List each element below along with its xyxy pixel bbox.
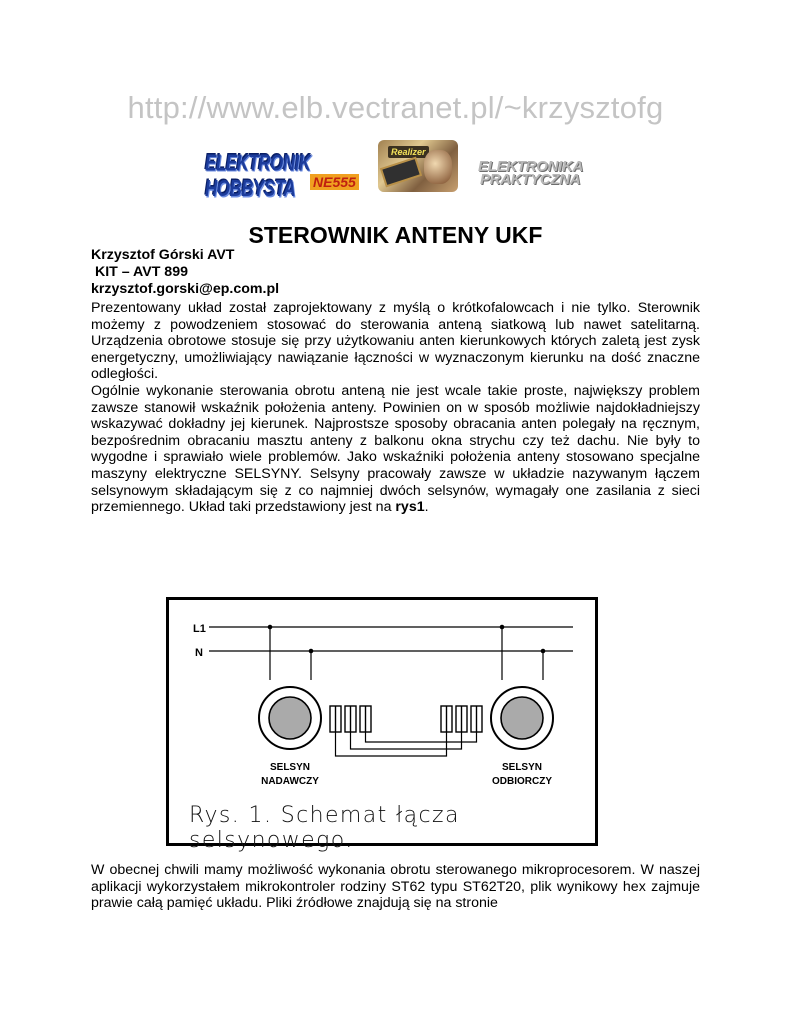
label-odbiorczy: ODBIORCZY xyxy=(492,776,552,787)
ne555-badge: NE555 xyxy=(310,174,359,190)
interconnect-wires xyxy=(336,732,477,756)
component-icon xyxy=(424,150,452,184)
selsyn-odbiorczy xyxy=(491,687,553,749)
elektronika-praktyczna-logo xyxy=(478,160,598,192)
paragraph-2-end: . xyxy=(424,499,429,516)
chip-icon xyxy=(382,159,419,185)
label-n: N xyxy=(195,647,203,659)
figure-reference: rys1 xyxy=(395,499,425,516)
logo3-line2: PRAKTYCZNA xyxy=(480,171,581,188)
label-l1: L1 xyxy=(193,623,206,635)
page-title: STEROWNIK ANTENY UKF xyxy=(248,222,543,248)
selsyn-nadawczy xyxy=(259,687,321,749)
stator-windings-right xyxy=(441,706,482,732)
author-name: Krzysztof Górski AVT xyxy=(91,247,235,263)
figure-caption: Rys. 1. Schemat łącza selsynowego. xyxy=(189,803,460,853)
logo3-line1: ELEKTRONIKA xyxy=(478,158,584,175)
label-nadawczy: NADAWCZY xyxy=(261,776,319,787)
kit-number: KIT – AVT 899 xyxy=(91,264,188,280)
author-block xyxy=(91,247,700,298)
realizer-logo xyxy=(378,140,458,192)
paragraph-2 xyxy=(91,383,700,516)
elektronik-hobbysta-text: ELEKTRONIK HOBBYSTA xyxy=(205,150,311,202)
label-selsyn-left: SELSYN xyxy=(269,762,311,773)
label-selsyn-right: SELSYN xyxy=(501,762,543,773)
elektronik-hobbysta-logo xyxy=(205,150,358,202)
paragraph-3: W obecnej chwili mamy możliwość wykonania obrotu sterowanego mikroprocesorem. W naszej aplikacji wykorzystałem mikrokontroler rodziny ST62 typu ST62T20, plik wynikowy hex zajmuje prawie całą pamięć układu. Pliki źródłowe znajdują się na stronie xyxy=(91,862,700,912)
paragraph-1: Prezentowany układ został zaprojektowany z myślą o krótkofalowcach i nie tylko. Sterownik możemy z powodzeniem stosować do sterowania anteną siatkową lub nawet satelitarną. Urządzenia obrotowe stosuje się przy użytkowaniu anten kierunkowych których zaletą jest zysk energetyczny, umożliwiający nawiązanie łączności w wyznaczonym kierunku na dość znaczne odległości. xyxy=(91,300,700,383)
author-email: krzysztof.gorski@ep.com.pl xyxy=(91,281,280,297)
source-url: http://www.elb.vectranet.pl/~krzysztofg xyxy=(127,90,664,125)
selsyn-diagram xyxy=(166,597,598,853)
stator-windings-left xyxy=(330,706,371,732)
publisher-logos xyxy=(0,140,791,202)
paragraph-2-text: Ogólnie wykonanie sterowania obrotu anteną nie jest wcale takie proste, największy problem zawsze stanowił wskaźnik położenia anteny. Powinien on w sposób możliwie najdokładniejszy wskazywać dokładny jej kierunek. Najprostsze sposoby obracania anten polegały na ręcznym, bezpośrednim obracaniu masztu anteny z balkonu okna strychu czy też dachu. Nie były to wygodne i sprawiało wiele problemów. Jako wskaźniki położenia anteny stosowano specjalne maszyny elektryczne SELSYNY. Selsyny pracowały zawsze w układzie nazywanym łączem selsynowym składającym się z co najmniej dwóch selsynów, wymagały one zasilania z sieci przemiennego. Układ taki przedstawiony jest na xyxy=(91,383,700,516)
realizer-badge: Realizer xyxy=(388,146,429,158)
